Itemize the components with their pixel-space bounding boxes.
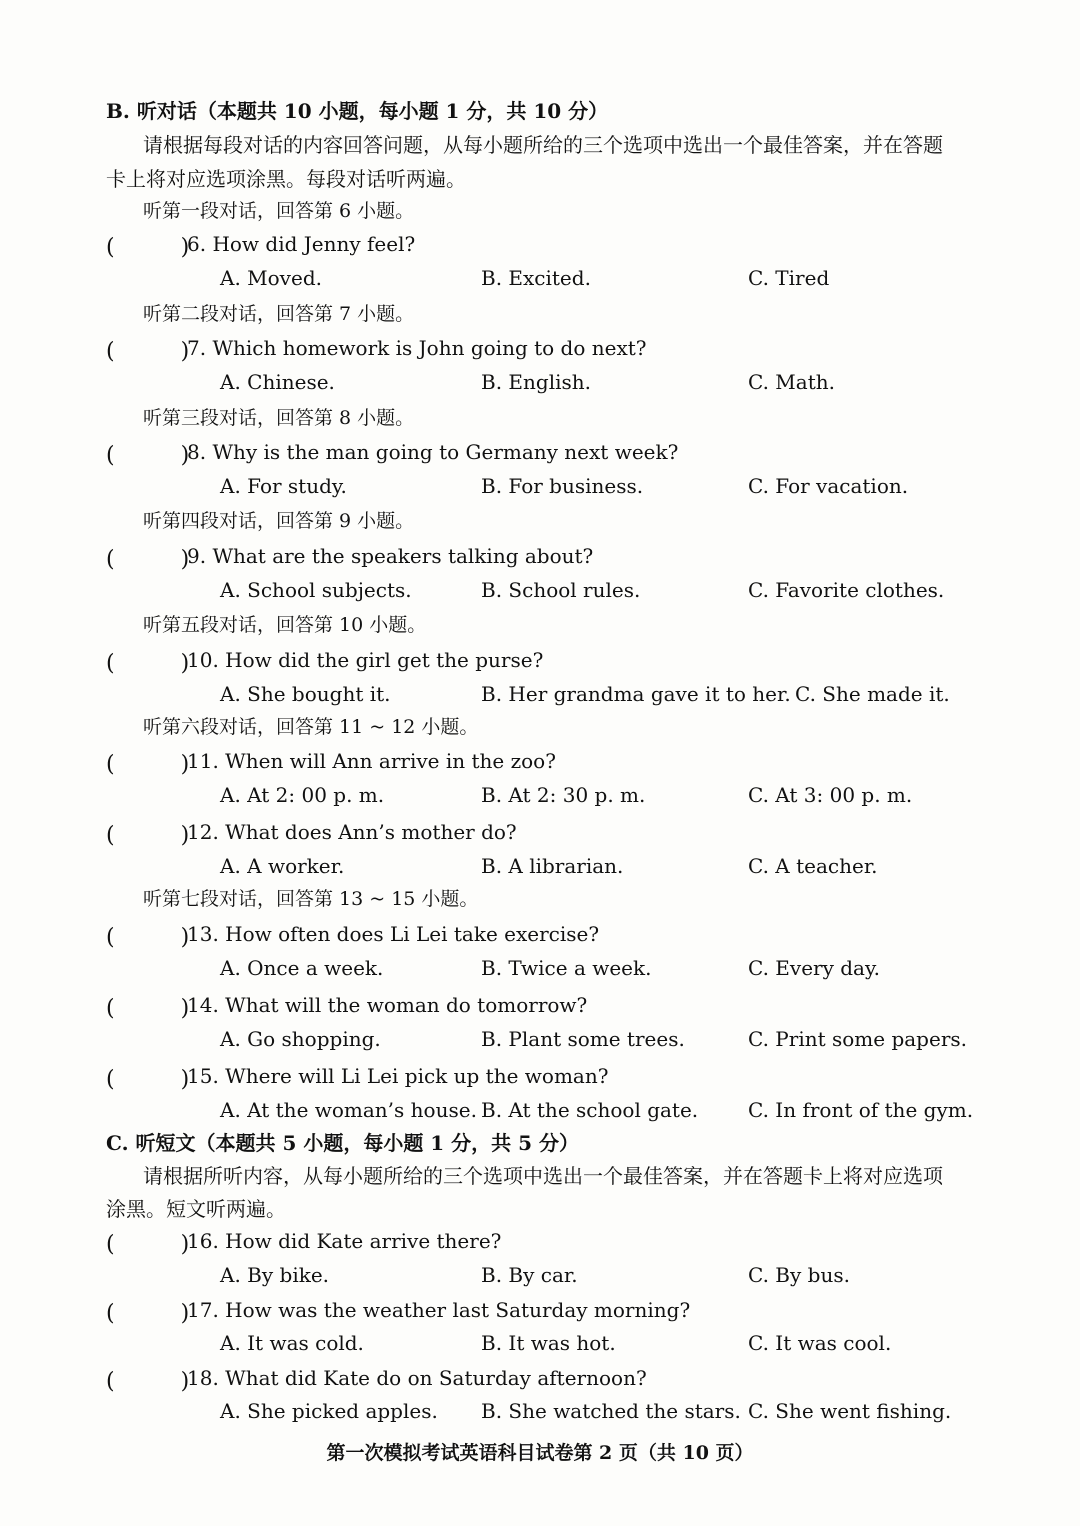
answer-bracket: ( ) [106, 1369, 190, 1394]
option-b: B. She watched the stars. [481, 1399, 741, 1423]
option-b: B. It was hot. [481, 1331, 616, 1355]
answer-bracket: ( ) [106, 925, 190, 950]
answer-bracket: ( ) [106, 443, 190, 468]
option-c: C. Tired [748, 266, 830, 290]
option-a: A. She bought it. [220, 682, 391, 706]
option-b: B. For business. [481, 474, 644, 498]
section-b-instruction-2: 卡上将对应选项涂黑。每段对话听两遍。 [106, 167, 466, 191]
option-a: A. Go shopping. [220, 1027, 381, 1051]
section-b-instruction-1: 请根据每段对话的内容回答问题，从每小题所给的三个选项中选出一个最佳答案，并在答题 [143, 133, 943, 157]
question-text: 10. How did the girl get the purse? [187, 648, 544, 672]
answer-bracket: ( ) [106, 752, 190, 777]
section-b-title: B. 听对话（本题共 10 小题，每小题 1 分，共 10 分） [106, 99, 609, 123]
dialogue-7-intro: 听第七段对话，回答第 13 ~ 15 小题。 [143, 888, 479, 910]
answer-bracket: ( ) [106, 651, 190, 676]
section-c-title: C. 听短文（本题共 5 小题，每小题 1 分，共 5 分） [106, 1131, 580, 1155]
question-text: 11. When will Ann arrive in the zoo? [187, 749, 556, 773]
option-c: C. She made it. [795, 682, 950, 706]
dialogue-4-intro: 听第四段对话，回答第 9 小题。 [143, 510, 415, 532]
option-b: B. At the school gate. [481, 1098, 699, 1122]
answer-bracket: ( ) [106, 235, 190, 260]
dialogue-3-intro: 听第三段对话，回答第 8 小题。 [143, 407, 415, 429]
option-a: A. For study. [220, 474, 347, 498]
question-text: 17. How was the weather last Saturday morning? [187, 1298, 691, 1322]
section-c-instruction-2: 涂黑。短文听两遍。 [106, 1197, 286, 1221]
answer-bracket: ( ) [106, 1301, 190, 1326]
option-b: B. A librarian. [481, 854, 624, 878]
option-a: A. Once a week. [220, 956, 384, 980]
option-b: B. Twice a week. [481, 956, 652, 980]
option-b: B. By car. [481, 1263, 578, 1287]
option-c: C. For vacation. [748, 474, 909, 498]
option-c: C. Math. [748, 370, 835, 394]
option-c: C. It was cool. [748, 1331, 892, 1355]
option-a: A. It was cold. [220, 1331, 364, 1355]
question-text: 9. What are the speakers talking about? [187, 544, 594, 568]
option-c: C. A teacher. [748, 854, 878, 878]
answer-bracket: ( ) [106, 823, 190, 848]
option-b: B. Excited. [481, 266, 591, 290]
section-c-instruction-1: 请根据所听内容，从每小题所给的三个选项中选出一个最佳答案，并在答题卡上将对应选项 [143, 1164, 943, 1188]
answer-bracket: ( ) [106, 1067, 190, 1092]
option-a: A. A worker. [220, 854, 345, 878]
option-c: C. In front of the gym. [748, 1098, 974, 1122]
option-a: A. She picked apples. [220, 1399, 438, 1423]
option-b: B. Her grandma gave it to her. [481, 682, 791, 706]
question-text: 12. What does Ann’s mother do? [187, 820, 517, 844]
dialogue-5-intro: 听第五段对话，回答第 10 小题。 [143, 614, 427, 636]
dialogue-6-intro: 听第六段对话，回答第 11 ~ 12 小题。 [143, 716, 479, 738]
question-text: 6. How did Jenny feel? [187, 232, 416, 256]
dialogue-2-intro: 听第二段对话，回答第 7 小题。 [143, 303, 415, 325]
option-a: A. By bike. [220, 1263, 330, 1287]
option-c: C. At 3: 00 p. m. [748, 783, 913, 807]
option-b: B. Plant some trees. [481, 1027, 685, 1051]
option-a: A. At the woman’s house. [220, 1098, 477, 1122]
question-text: 14. What will the woman do tomorrow? [187, 993, 588, 1017]
answer-bracket: ( ) [106, 547, 190, 572]
answer-bracket: ( ) [106, 339, 190, 364]
option-a: A. School subjects. [220, 578, 412, 602]
question-text: 13. How often does Li Lei take exercise? [187, 922, 600, 946]
option-c: C. By bus. [748, 1263, 850, 1287]
option-a: A. At 2: 00 p. m. [220, 783, 385, 807]
option-b: B. At 2: 30 p. m. [481, 783, 646, 807]
question-text: 15. Where will Li Lei pick up the woman? [187, 1064, 609, 1088]
option-b: B. English. [481, 370, 591, 394]
answer-bracket: ( ) [106, 1232, 190, 1257]
option-b: B. School rules. [481, 578, 641, 602]
question-text: 7. Which homework is John going to do next? [187, 336, 647, 360]
option-c: C. Every day. [748, 956, 880, 980]
option-a: A. Chinese. [220, 370, 335, 394]
option-a: A. Moved. [220, 266, 322, 290]
question-text: 8. Why is the man going to Germany next week? [187, 440, 679, 464]
question-text: 16. How did Kate arrive there? [187, 1229, 502, 1253]
option-c: C. Favorite clothes. [748, 578, 945, 602]
page-footer: 第一次模拟考试英语科目试卷第 2 页（共 10 页） [326, 1442, 754, 1464]
answer-bracket: ( ) [106, 996, 190, 1021]
question-text: 18. What did Kate do on Saturday afternoon? [187, 1366, 647, 1390]
dialogue-1-intro: 听第一段对话，回答第 6 小题。 [143, 200, 415, 222]
option-c: C. She went fishing. [748, 1399, 952, 1423]
option-c: C. Print some papers. [748, 1027, 968, 1051]
